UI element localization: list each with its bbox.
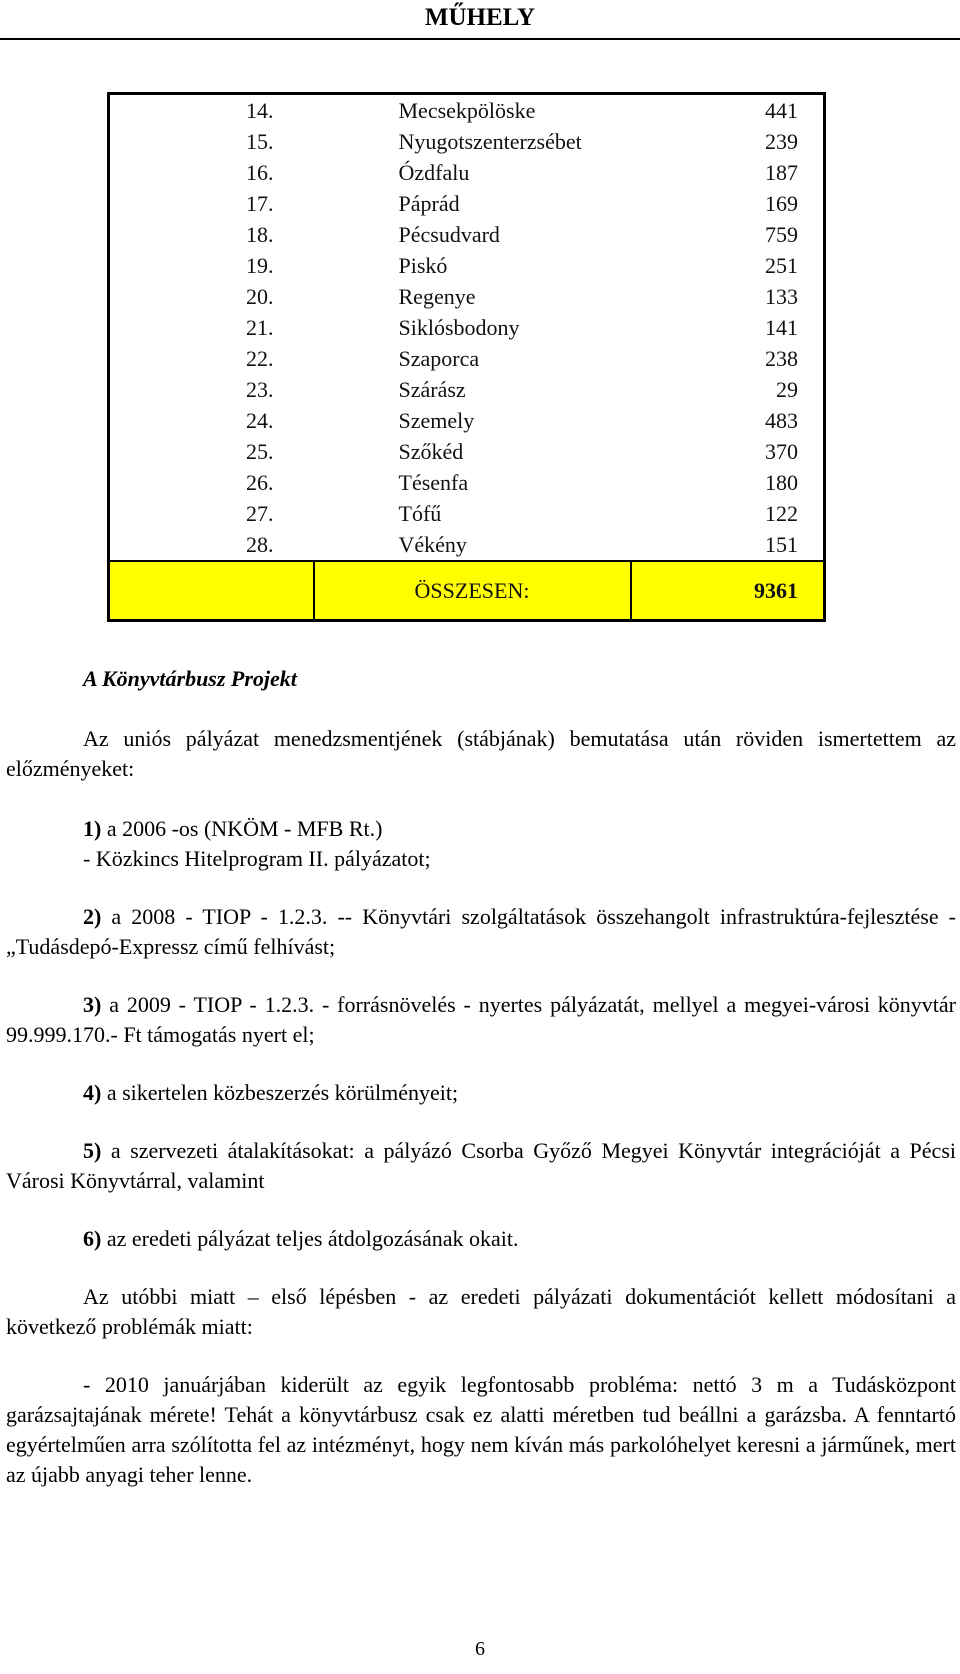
page-header-title: MŰHELY	[424, 4, 536, 31]
list-item-5-text: a szervezeti átalakításokat: a pályázó Csorba Győző Megyei Könyvtár integrációját a Pécsi Városi Könyvtárral, valamint	[6, 1138, 956, 1193]
list-item-2	[6, 902, 956, 962]
list-item-3-number: 3)	[83, 992, 102, 1017]
table-row	[109, 405, 825, 436]
row-number: 17.	[246, 191, 274, 216]
settlement-value: 441	[765, 98, 798, 123]
total-label: ÖSSZESEN:	[314, 561, 631, 621]
row-number: 18.	[246, 222, 274, 247]
list-item-3-text: a 2009 - TIOP - 1.2.3. - forrásnövelés - nyertes pályázatát, mellyel a megyei-városi könyvtár 99.999.170.- Ft támogatás nyert el;	[6, 992, 956, 1047]
settlement-name: Szárász	[398, 377, 466, 402]
table-row	[109, 188, 825, 219]
paragraph-garage-problem: - 2010 januárjában kiderült az egyik legfontosabb probléma: nettó 3 m a Tudásközpont garázsajtajának mérete! Tehát a könyvtárbusz csak ez alatti méretben tud beállni a garázsba. A fenntartó egyértelműen arra szólította fel az intézményt, hogy nem kíván más parkolóhelyet keresni a járműnek, mert az újabb anyagi teher lenne.	[6, 1372, 956, 1487]
settlement-value: 370	[765, 439, 798, 464]
settlement-value: 133	[765, 284, 798, 309]
table-row	[109, 529, 825, 561]
row-number: 21.	[246, 315, 274, 340]
row-number: 19.	[246, 253, 274, 278]
settlement-value: 169	[765, 191, 798, 216]
list-item-4	[6, 1078, 956, 1108]
list-item-1	[6, 814, 956, 844]
table-row	[109, 94, 825, 127]
table-row	[109, 498, 825, 529]
settlement-value: 141	[765, 315, 798, 340]
list-item-5	[6, 1136, 956, 1196]
row-number: 25.	[246, 439, 274, 464]
settlement-value: 151	[765, 532, 798, 557]
settlement-value: 251	[765, 253, 798, 278]
settlement-value: 238	[765, 346, 798, 371]
settlement-name: Nyugotszenterzsébet	[398, 129, 582, 154]
table-row	[109, 467, 825, 498]
table-row	[109, 126, 825, 157]
settlement-name: Vékény	[398, 532, 467, 557]
paragraph-after-list: Az utóbbi miatt – első lépésben - az eredeti pályázati dokumentációt kellett módosítani a következő problémák miatt:	[6, 1284, 956, 1339]
list-item-6-text: az eredeti pályázat teljes átdolgozásának okait.	[101, 1226, 519, 1251]
list-item-6	[6, 1224, 956, 1254]
settlement-value: 122	[765, 501, 798, 526]
settlement-value: 759	[765, 222, 798, 247]
table-row	[109, 312, 825, 343]
settlement-name: Tésenfa	[398, 470, 469, 495]
total-value: 9361	[631, 561, 825, 621]
settlement-name: Szőkéd	[398, 439, 464, 464]
settlement-name: Piskó	[398, 253, 448, 278]
table-row	[109, 374, 825, 405]
header-rule	[0, 38, 960, 40]
list-item-1-line2: - Közkincs Hitelprogram II. pályázatot;	[83, 846, 431, 871]
list-item-4-number: 4)	[83, 1080, 102, 1105]
row-number: 14.	[246, 98, 274, 123]
settlement-value: 180	[765, 470, 798, 495]
table-row	[109, 219, 825, 250]
total-row	[109, 561, 825, 621]
article-body	[6, 664, 956, 1490]
settlement-value: 187	[765, 160, 798, 185]
list-item-2-text: a 2008 - TIOP - 1.2.3. -- Könyvtári szolgáltatások összehangolt infrastruktúra-fejlesztése - „Tudásdepó-Expressz című felhívást;	[6, 904, 956, 959]
row-number: 22.	[246, 346, 274, 371]
table-row	[109, 250, 825, 281]
settlement-table-wrapper	[107, 92, 823, 622]
settlement-value: 483	[765, 408, 798, 433]
list-item-1-text: a 2006 -os (NKÖM - MFB Rt.)	[101, 816, 383, 841]
section-title: A Könyvtárbusz Projekt	[83, 666, 297, 691]
list-item-1-number: 1)	[83, 816, 102, 841]
row-number: 23.	[246, 377, 274, 402]
table-row	[109, 157, 825, 188]
table-row	[109, 343, 825, 374]
row-number: 20.	[246, 284, 274, 309]
list-item-5-number: 5)	[83, 1138, 102, 1163]
settlement-value: 239	[765, 129, 798, 154]
table-row	[109, 436, 825, 467]
list-item-6-number: 6)	[83, 1226, 102, 1251]
table-row	[109, 281, 825, 312]
settlement-name: Szemely	[398, 408, 475, 433]
row-number: 26.	[246, 470, 274, 495]
total-empty-cell	[109, 561, 314, 621]
settlement-value: 29	[776, 377, 798, 402]
settlement-name: Pécsudvard	[398, 222, 500, 247]
settlement-name: Páprád	[398, 191, 460, 216]
list-item-2-number: 2)	[83, 904, 102, 929]
settlement-name: Siklósbodony	[398, 315, 520, 340]
list-item-3	[6, 990, 956, 1050]
settlement-name: Ózdfalu	[398, 160, 470, 185]
row-number: 27.	[246, 501, 274, 526]
settlement-table	[107, 92, 826, 622]
settlement-name: Regenye	[398, 284, 476, 309]
row-number: 16.	[246, 160, 274, 185]
settlement-name: Tófű	[398, 501, 442, 526]
list-item-4-text: a sikertelen közbeszerzés körülményeit;	[101, 1080, 459, 1105]
row-number: 24.	[246, 408, 274, 433]
settlement-name: Szaporca	[398, 346, 480, 371]
row-number: 28.	[246, 532, 274, 557]
intro-paragraph: Az uniós pályázat menedzsmentjének (stábjának) bemutatása után röviden ismertettem az előzményeket:	[6, 726, 956, 781]
page-number: 6	[475, 1638, 485, 1660]
row-number: 15.	[246, 129, 274, 154]
settlement-name: Mecsekpölöske	[398, 98, 536, 123]
settlement-table-body	[109, 94, 825, 562]
